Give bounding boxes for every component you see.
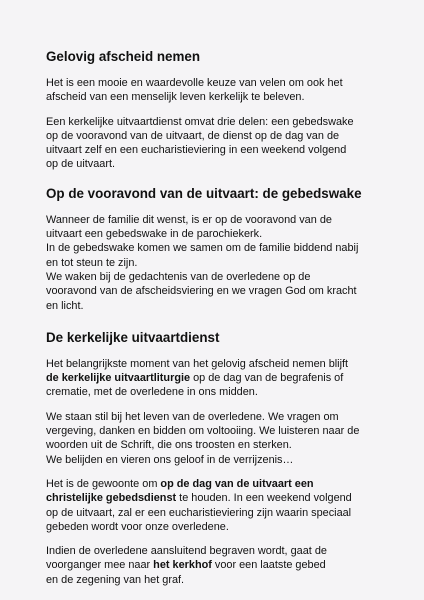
text-line [46, 491, 368, 505]
section-title-gebedswake: Op de vooravond van de uitvaart: de gebedswake [46, 185, 362, 201]
text-line: en tot steun te zijn. [46, 256, 138, 269]
text-fragment: te houden. In een weekend volgend [176, 492, 352, 505]
bold-phrase: christelijke gebedsdienst [46, 492, 177, 505]
three-parts-paragraph [46, 115, 368, 172]
text-line: op de uitvaart. [46, 158, 116, 171]
gebedsdienst-paragraph [46, 477, 368, 534]
bold-phrase: op de dag van de uitvaart een [160, 477, 314, 490]
text-line: We belijden en vieren ons geloof in de verrijzenis… [46, 453, 294, 466]
text-line: en de zegening van het graf. [46, 573, 185, 586]
text-line: op de vooravond van de uitvaart, de dienst op de dag van de [46, 129, 340, 142]
text-fragment: voorganger mee naar [46, 559, 154, 572]
text-line: Wanneer de familie dit wenst, is er op de vooravond van de [46, 213, 332, 226]
text-line [46, 477, 368, 491]
text-fragment: op de dag van de begrafenis of [190, 372, 344, 385]
text-line: gebeden wordt voor onze overledene. [46, 520, 229, 533]
text-line: Het belangrijkste moment van het gelovig afscheid nemen blijft [46, 357, 349, 370]
text-line [46, 558, 368, 572]
text-line: afscheid van een menselijk leven kerkelijk te beleven. [46, 91, 305, 104]
text-line: Het is een mooie en waardevolle keuze van velen om ook het [46, 77, 343, 89]
bold-phrase: het kerkhof [153, 559, 212, 572]
text-line: Indien de overledene aansluitend begraven wordt, gaat de [46, 545, 327, 558]
text-line: vergeving, danken en bidden om voltooiing. We luisteren naar de [46, 425, 360, 438]
text-line: uitvaart zelf en een eucharistieviering in een weekend volgend [46, 144, 347, 157]
section-title-uitvaartdienst: De kerkelijke uitvaartdienst [46, 329, 220, 345]
text-line: uitvaart een gebedswake in de parochiekerk. [46, 228, 263, 241]
text-line: Een kerkelijke uitvaartdienst omvat drie delen: een gebedswake [46, 115, 354, 128]
text-line: We staan stil bij het leven van de overledene. We vragen om [46, 410, 339, 423]
kerkhof-paragraph [46, 544, 368, 587]
text-line: crematie, met de overledene in ons midden. [46, 386, 258, 399]
text-line: vooravond van de afscheidsviering en we vragen God om kracht [46, 285, 357, 298]
intro-paragraph [46, 76, 368, 105]
bold-phrase: de kerkelijke uitvaartliturgie [46, 372, 191, 385]
text-line: op de uitvaart, zal er een eucharistieviering zijn waarin speciaal [46, 506, 352, 519]
section-title-gelovig-afscheid: Gelovig afscheid nemen [46, 49, 201, 64]
text-line: woorden uit de Schrift, die ons troosten en sterken. [46, 439, 292, 452]
gebedswake-paragraph [46, 213, 368, 313]
text-line [46, 371, 368, 385]
text-line: We waken bij de gedachtenis van de overledene op de [46, 270, 311, 283]
text-fragment: Het is de gewoonte om [46, 477, 161, 490]
liturgie-paragraph [46, 357, 368, 400]
text-fragment: voor een laatste gebed [211, 559, 326, 572]
stilstaan-paragraph [46, 410, 368, 467]
text-line: In de gebedswake komen we samen om de familie biddend nabij [46, 242, 359, 255]
text-line: en licht. [46, 299, 84, 312]
